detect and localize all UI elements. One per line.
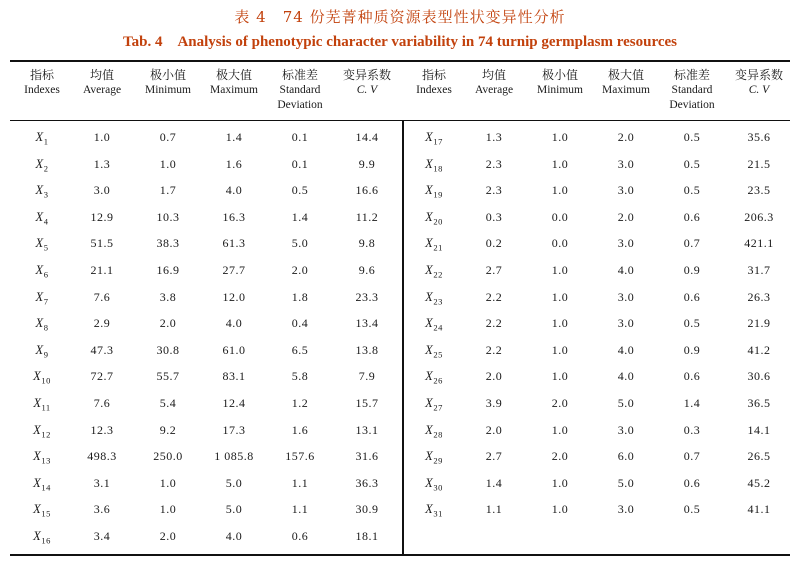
cell-cv: 31.7 xyxy=(747,263,771,277)
cell-cv: 26.5 xyxy=(747,449,771,464)
cell-index: $X_{27}$ xyxy=(425,396,443,413)
cell-sd: 0.5 xyxy=(683,316,701,331)
table-row xyxy=(10,124,790,151)
cell-cv: 18.1 xyxy=(355,529,379,543)
cell-maximum: 6.0 xyxy=(617,449,635,464)
index-subscript: 5 xyxy=(43,242,49,253)
cell-average: 1.3 xyxy=(93,156,111,171)
cell-sd: 0.9 xyxy=(683,263,701,277)
cell-average: 2.2 xyxy=(485,289,503,304)
cell-maximum: 3.0 xyxy=(617,316,635,331)
index-subscript: 3 xyxy=(43,189,49,200)
header-cn-label: 极小值 xyxy=(541,68,578,82)
cell-index: $X_2$ xyxy=(35,156,49,174)
cell-sd: 0.6 xyxy=(291,529,309,543)
cell-minimum: 1.0 xyxy=(551,130,569,144)
header-en-label: Maximum xyxy=(602,84,650,96)
cell-maximum: 5.0 xyxy=(617,475,635,490)
header-en-label: Standard xyxy=(279,84,321,96)
cell-index: $X_{18}$ xyxy=(425,156,443,174)
cell-sd: 0.5 xyxy=(291,183,309,198)
cell-average: 0.3 xyxy=(485,209,503,224)
cell-maximum: 61.0 xyxy=(222,342,246,357)
cell-maximum: 3.0 xyxy=(617,422,635,437)
cell-minimum: 2.0 xyxy=(159,529,177,543)
header-maximum-right xyxy=(596,68,656,98)
index-subscript: 11 xyxy=(41,402,51,413)
index-subscript: 15 xyxy=(41,508,51,519)
cell-maximum: 1 085.8 xyxy=(214,449,254,464)
cell-minimum: 2.0 xyxy=(551,449,569,464)
header-rule xyxy=(10,120,790,121)
cell-minimum: 3.8 xyxy=(159,289,177,304)
index-subscript: 16 xyxy=(41,535,51,546)
cell-average: 1.3 xyxy=(485,130,503,144)
cell-minimum: 10.3 xyxy=(156,209,180,224)
cell-average: 2.3 xyxy=(485,156,503,171)
cell-index: $X_{29}$ xyxy=(425,449,443,466)
header-cn-label: 均值 xyxy=(481,68,506,82)
table-row xyxy=(10,390,790,417)
cell-minimum: 38.3 xyxy=(156,236,180,251)
cell-index: $X_4$ xyxy=(35,209,49,227)
cell-average: 1.0 xyxy=(93,130,111,144)
cell-average: 3.9 xyxy=(485,396,503,410)
header-cn-label: 均值 xyxy=(89,68,114,82)
header-en-label-2: Deviation xyxy=(277,99,323,111)
cell-average: 3.0 xyxy=(93,183,111,198)
table-row xyxy=(10,470,790,497)
table-row xyxy=(10,177,790,204)
bottom-rule xyxy=(10,554,790,556)
cell-index: $X_{13}$ xyxy=(33,449,51,466)
cell-maximum: 1.4 xyxy=(225,130,243,144)
header-en-label: Standard xyxy=(671,84,713,96)
cell-maximum: 5.0 xyxy=(225,475,243,490)
cell-index: $X_{28}$ xyxy=(425,422,443,440)
header-cn-label: 标准差 xyxy=(673,68,710,82)
cell-average: 21.1 xyxy=(90,263,114,277)
cell-average: 7.6 xyxy=(93,289,111,304)
index-subscript: 21 xyxy=(433,242,443,253)
cell-cv: 9.8 xyxy=(358,236,376,251)
cell-sd: 0.5 xyxy=(683,183,701,198)
header-en-label: Average xyxy=(82,84,122,96)
cell-maximum: 5.0 xyxy=(617,396,635,410)
cell-index: $X_1$ xyxy=(35,130,49,147)
cell-index: $X_{30}$ xyxy=(425,475,443,493)
header-cn-label: 指标 xyxy=(421,68,446,82)
cell-minimum: 1.0 xyxy=(159,156,177,171)
index-subscript: 9 xyxy=(43,349,49,360)
cell-minimum: 1.0 xyxy=(159,502,177,517)
cell-minimum: 1.0 xyxy=(551,183,569,198)
cell-maximum: 4.0 xyxy=(225,183,243,198)
cell-minimum: 250.0 xyxy=(153,449,183,464)
cell-sd: 0.3 xyxy=(683,422,701,437)
cell-average: 0.2 xyxy=(485,236,503,251)
header-en-label-2: Deviation xyxy=(669,99,715,111)
header-indexes-left xyxy=(16,68,68,98)
table-row xyxy=(10,230,790,257)
table-row xyxy=(10,151,790,178)
cell-cv: 14.1 xyxy=(747,422,771,437)
header-average-right xyxy=(464,68,524,98)
header-cn-label: 极大值 xyxy=(215,68,252,82)
cell-cv: 23.5 xyxy=(747,183,771,198)
cell-average: 2.7 xyxy=(485,449,503,464)
cell-sd: 0.6 xyxy=(683,209,701,224)
cell-average: 1.1 xyxy=(485,502,503,517)
header-cn-label: 标准差 xyxy=(281,68,318,82)
cell-average: 1.4 xyxy=(485,475,503,490)
cell-sd: 157.6 xyxy=(285,449,315,464)
cell-cv: 15.7 xyxy=(355,396,379,410)
header-minimum-right xyxy=(530,68,590,98)
cell-minimum: 1.7 xyxy=(159,183,177,198)
cell-cv: 23.3 xyxy=(355,289,379,304)
cell-minimum: 0.0 xyxy=(551,209,569,224)
cell-sd: 1.1 xyxy=(291,475,309,490)
cell-index: $X_{12}$ xyxy=(33,422,51,440)
cell-cv: 14.4 xyxy=(355,130,379,144)
cell-sd: 1.2 xyxy=(291,396,309,410)
cell-cv: 36.5 xyxy=(747,396,771,410)
cell-index: $X_9$ xyxy=(35,342,49,360)
cell-minimum: 1.0 xyxy=(551,342,569,357)
cell-average: 3.1 xyxy=(93,475,111,490)
table-row xyxy=(10,257,790,284)
cell-cv: 11.2 xyxy=(355,209,379,224)
cell-minimum: 0.0 xyxy=(551,236,569,251)
table-title-en: Tab. 4 Analysis of phenotypic character variability in 74 turnip germplasm resources xyxy=(122,34,678,50)
index-subscript: 25 xyxy=(433,349,443,360)
cell-sd: 6.5 xyxy=(291,342,309,357)
cell-cv: 7.9 xyxy=(358,369,376,384)
table-row xyxy=(10,523,790,550)
cell-sd: 0.5 xyxy=(683,130,701,144)
table-title-cn: 表 4 74 份芜菁种质资源表型性状变异性分析 xyxy=(234,8,566,26)
index-subscript: 28 xyxy=(433,429,443,440)
cell-cv: 21.9 xyxy=(747,316,771,331)
cell-maximum: 4.0 xyxy=(617,342,635,357)
cell-maximum: 4.0 xyxy=(617,369,635,384)
cell-minimum: 5.4 xyxy=(159,396,177,410)
cell-sd: 1.8 xyxy=(291,289,309,304)
cell-cv: 41.2 xyxy=(747,342,771,357)
cell-index: $X_5$ xyxy=(35,236,49,253)
cell-sd: 0.6 xyxy=(683,475,701,490)
cell-average: 7.6 xyxy=(93,396,111,410)
cell-average: 2.0 xyxy=(485,369,503,384)
cell-minimum: 1.0 xyxy=(551,502,569,517)
cell-average: 2.0 xyxy=(485,422,503,437)
cell-maximum: 3.0 xyxy=(617,156,635,171)
cell-average: 3.4 xyxy=(93,529,111,543)
cell-average: 12.9 xyxy=(90,209,114,224)
index-subscript: 23 xyxy=(433,296,443,307)
header-sd-right xyxy=(662,68,722,113)
cell-sd: 1.6 xyxy=(291,422,309,437)
table-row xyxy=(10,204,790,231)
index-subscript: 4 xyxy=(43,216,49,227)
cell-minimum: 1.0 xyxy=(159,475,177,490)
cell-average: 498.3 xyxy=(87,449,117,464)
cell-sd: 0.9 xyxy=(683,342,701,357)
cell-index: $X_{24}$ xyxy=(425,316,443,333)
cell-cv: 21.5 xyxy=(747,156,771,171)
cell-maximum: 12.4 xyxy=(222,396,246,410)
header-cn-label: 变异系数 xyxy=(342,68,391,82)
cell-sd: 0.1 xyxy=(291,156,309,171)
cell-cv: 9.9 xyxy=(358,156,376,171)
cell-sd: 0.6 xyxy=(683,369,701,384)
cell-average: 47.3 xyxy=(90,342,114,357)
cell-average: 51.5 xyxy=(90,236,114,251)
cell-cv: 41.1 xyxy=(747,502,771,517)
cell-index: $X_{15}$ xyxy=(33,502,51,519)
cell-maximum: 3.0 xyxy=(617,183,635,198)
cell-index: $X_{21}$ xyxy=(425,236,443,253)
cell-minimum: 2.0 xyxy=(551,396,569,410)
header-en-label: Minimum xyxy=(536,84,583,96)
header-average-left xyxy=(72,68,132,98)
index-subscript: 22 xyxy=(433,269,443,280)
cell-maximum: 12.0 xyxy=(222,289,246,304)
cell-maximum: 4.0 xyxy=(225,316,243,331)
cell-sd: 5.0 xyxy=(291,236,309,251)
table-row xyxy=(10,284,790,311)
cell-cv: 13.1 xyxy=(355,422,379,437)
index-subscript: 1 xyxy=(43,136,49,147)
cell-index: $X_6$ xyxy=(35,263,49,280)
cell-average: 12.3 xyxy=(90,422,114,437)
cell-sd: 0.6 xyxy=(683,289,701,304)
cell-minimum: 55.7 xyxy=(156,369,180,384)
cell-sd: 0.4 xyxy=(291,316,309,331)
cell-cv: 31.6 xyxy=(355,449,379,464)
cell-cv: 30.6 xyxy=(747,369,771,384)
index-subscript: 7 xyxy=(43,296,49,307)
header-en-label: Indexes xyxy=(24,84,60,96)
index-subscript: 24 xyxy=(433,322,443,333)
cell-index: $X_8$ xyxy=(35,316,49,333)
cell-sd: 2.0 xyxy=(291,263,309,277)
header-cv-right xyxy=(728,68,790,98)
cell-index: $X_{11}$ xyxy=(33,396,51,413)
cell-maximum: 17.3 xyxy=(222,422,246,437)
cell-minimum: 30.8 xyxy=(156,342,180,357)
top-rule xyxy=(10,60,790,62)
table-row xyxy=(10,417,790,444)
cell-index: $X_{22}$ xyxy=(425,263,443,280)
cell-maximum: 2.0 xyxy=(617,209,635,224)
cell-minimum: 1.0 xyxy=(551,289,569,304)
cell-index: $X_7$ xyxy=(35,289,49,307)
index-subscript: 30 xyxy=(433,482,443,493)
cell-cv: 9.6 xyxy=(358,263,376,277)
header-en-label: C. V xyxy=(356,84,378,96)
cell-cv: 36.3 xyxy=(355,475,379,490)
index-subscript: 29 xyxy=(433,455,443,466)
cell-cv: 35.6 xyxy=(747,130,771,144)
cell-maximum: 4.0 xyxy=(617,263,635,277)
header-cn-label: 变异系数 xyxy=(734,68,783,82)
cell-maximum: 2.0 xyxy=(617,130,635,144)
cell-index: $X_{17}$ xyxy=(425,130,443,147)
header-en-label: Maximum xyxy=(210,84,258,96)
index-subscript: 8 xyxy=(43,322,49,333)
table-row xyxy=(10,337,790,364)
index-subscript: 20 xyxy=(433,216,443,227)
index-subscript: 19 xyxy=(433,189,443,200)
cell-cv: 421.1 xyxy=(744,236,774,251)
cell-maximum: 5.0 xyxy=(225,502,243,517)
cell-sd: 1.1 xyxy=(291,502,309,517)
cell-index: $X_{25}$ xyxy=(425,342,443,360)
cell-average: 2.7 xyxy=(485,263,503,277)
cell-cv: 16.6 xyxy=(355,183,379,198)
cell-maximum: 83.1 xyxy=(222,369,246,384)
header-minimum-left xyxy=(138,68,198,98)
cell-index: $X_{20}$ xyxy=(425,209,443,227)
index-subscript: 6 xyxy=(43,269,49,280)
cell-sd: 0.5 xyxy=(683,156,701,171)
cell-cv: 30.9 xyxy=(355,502,379,517)
index-subscript: 13 xyxy=(41,455,51,466)
cell-sd: 1.4 xyxy=(291,209,309,224)
table-row xyxy=(10,496,790,523)
cell-minimum: 1.0 xyxy=(551,316,569,331)
cell-average: 2.2 xyxy=(485,316,503,331)
cell-index: $X_{10}$ xyxy=(33,369,51,386)
index-subscript: 31 xyxy=(433,508,443,519)
index-subscript: 12 xyxy=(41,429,51,440)
cell-maximum: 3.0 xyxy=(617,502,635,517)
cell-minimum: 16.9 xyxy=(156,263,180,277)
cell-index: $X_3$ xyxy=(35,183,49,200)
header-cn-label: 极大值 xyxy=(607,68,644,82)
cell-sd: 0.7 xyxy=(683,236,701,251)
header-en-label: Minimum xyxy=(144,84,191,96)
cell-sd: 1.4 xyxy=(683,396,701,410)
header-indexes-right xyxy=(408,68,460,98)
cell-sd: 0.1 xyxy=(291,130,309,144)
header-en-label: Average xyxy=(474,84,514,96)
cell-average: 72.7 xyxy=(90,369,114,384)
cell-maximum: 3.0 xyxy=(617,236,635,251)
cell-maximum: 1.6 xyxy=(225,156,243,171)
cell-maximum: 3.0 xyxy=(617,289,635,304)
cell-sd: 5.8 xyxy=(291,369,309,384)
cell-index: $X_{23}$ xyxy=(425,289,443,307)
cell-cv: 13.4 xyxy=(355,316,379,331)
cell-maximum: 4.0 xyxy=(225,529,243,543)
cell-minimum: 1.0 xyxy=(551,475,569,490)
cell-index: $X_{14}$ xyxy=(33,475,51,493)
cell-sd: 0.7 xyxy=(683,449,701,464)
cell-index: $X_{26}$ xyxy=(425,369,443,386)
cell-index: $X_{19}$ xyxy=(425,183,443,200)
header-cn-label: 极小值 xyxy=(149,68,186,82)
index-subscript: 26 xyxy=(433,375,443,386)
cell-minimum: 0.7 xyxy=(159,130,177,144)
cell-cv: 206.3 xyxy=(744,209,774,224)
header-maximum-left xyxy=(204,68,264,98)
header-cn-label: 指标 xyxy=(29,68,54,82)
cell-average: 2.9 xyxy=(93,316,111,331)
cell-cv: 13.8 xyxy=(355,342,379,357)
cell-minimum: 1.0 xyxy=(551,263,569,277)
cell-average: 2.2 xyxy=(485,342,503,357)
cell-minimum: 9.2 xyxy=(159,422,177,437)
cell-average: 2.3 xyxy=(485,183,503,198)
table-row xyxy=(10,443,790,470)
header-en-label: Indexes xyxy=(416,84,452,96)
cell-sd: 0.5 xyxy=(683,502,701,517)
cell-maximum: 61.3 xyxy=(222,236,246,251)
cell-average: 3.6 xyxy=(93,502,111,517)
cell-minimum: 1.0 xyxy=(551,422,569,437)
table-row xyxy=(10,310,790,337)
header-cv-left xyxy=(336,68,398,98)
index-subscript: 27 xyxy=(433,402,443,413)
index-subscript: 17 xyxy=(433,136,443,147)
cell-minimum: 1.0 xyxy=(551,156,569,171)
cell-maximum: 27.7 xyxy=(222,263,246,277)
index-subscript: 2 xyxy=(43,163,49,174)
index-subscript: 18 xyxy=(433,163,443,174)
cell-cv: 26.3 xyxy=(747,289,771,304)
cell-maximum: 16.3 xyxy=(222,209,246,224)
cell-minimum: 1.0 xyxy=(551,369,569,384)
cell-index: $X_{16}$ xyxy=(33,529,51,546)
cell-minimum: 2.0 xyxy=(159,316,177,331)
index-subscript: 14 xyxy=(41,482,51,493)
header-sd-left xyxy=(270,68,330,113)
cell-cv: 45.2 xyxy=(747,475,771,490)
table-row xyxy=(10,363,790,390)
index-subscript: 10 xyxy=(41,375,51,386)
header-en-label: C. V xyxy=(748,84,770,96)
cell-index: $X_{31}$ xyxy=(425,502,443,519)
